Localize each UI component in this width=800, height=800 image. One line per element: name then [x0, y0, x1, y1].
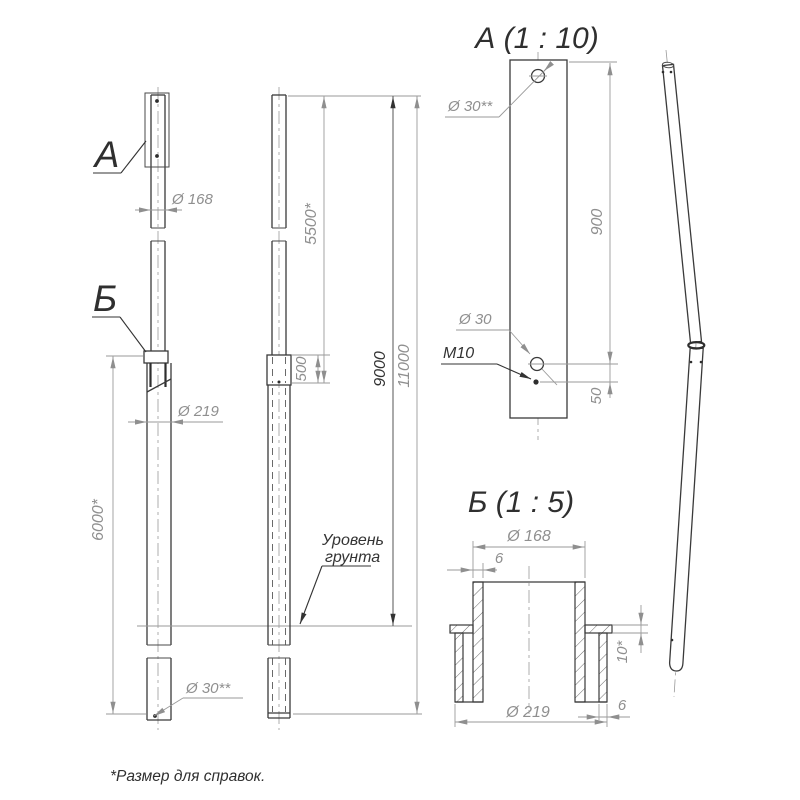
bottom-hole-mark	[155, 154, 159, 158]
flange-left	[450, 625, 473, 633]
dim-d168-detail: Ø 168	[507, 528, 551, 545]
dim-900: 900	[589, 208, 606, 236]
pole-upper-section	[663, 64, 702, 342]
ground-label-line2: грунта	[325, 549, 381, 566]
upper-tube-wall-right	[575, 582, 585, 702]
dim-d168-front: Ø 168	[172, 191, 213, 208]
side-view-pole	[267, 87, 291, 730]
side-view-dimensions	[288, 96, 422, 714]
pictorial-view-pole	[662, 50, 705, 697]
dim-9000: 9000	[372, 351, 389, 387]
dim-wall-top: 6	[494, 550, 504, 567]
dim-50: 50	[588, 387, 605, 405]
detail-a-m10-point	[533, 379, 538, 384]
dim-d30-top: Ø 30**	[448, 98, 493, 115]
upper-tube-wall-left	[473, 582, 483, 702]
front-view-dimensions	[90, 134, 243, 716]
callout-b-label: Б	[92, 278, 118, 319]
front-view-pole	[144, 87, 171, 730]
dim-d219-detail: Ø 219	[506, 704, 550, 721]
flange-right	[585, 625, 612, 633]
dim-d30-bottom: Ø 30	[459, 311, 492, 328]
top-hole-mark	[155, 99, 159, 103]
detail-a-view	[441, 22, 618, 440]
detail-b-view	[447, 486, 648, 727]
dim-6000: 6000*	[90, 499, 107, 541]
joint-flange	[144, 351, 168, 363]
dim-11000: 11000	[396, 344, 413, 388]
dim-500: 500	[293, 356, 310, 382]
dim-d30-front: Ø 30**	[186, 680, 231, 697]
pole-lower-section	[670, 348, 704, 671]
dim-5500: 5500*	[303, 203, 320, 245]
dim-10: 10*	[614, 640, 631, 664]
dim-d219-front: Ø 219	[178, 403, 219, 420]
reference-note: *Размер для справок.	[110, 768, 266, 785]
ground-label-line1: Уровень	[322, 532, 384, 549]
lower-tube-wall-left	[455, 633, 463, 702]
detail-a-title: А (1 : 10)	[475, 22, 599, 55]
dim-wall-bottom: 6	[617, 697, 627, 714]
detail-b-title: Б (1 : 5)	[467, 486, 575, 519]
dim-m10: М10	[443, 345, 475, 362]
lower-tube-wall-right	[599, 633, 607, 702]
callout-a-label: А	[94, 134, 120, 175]
